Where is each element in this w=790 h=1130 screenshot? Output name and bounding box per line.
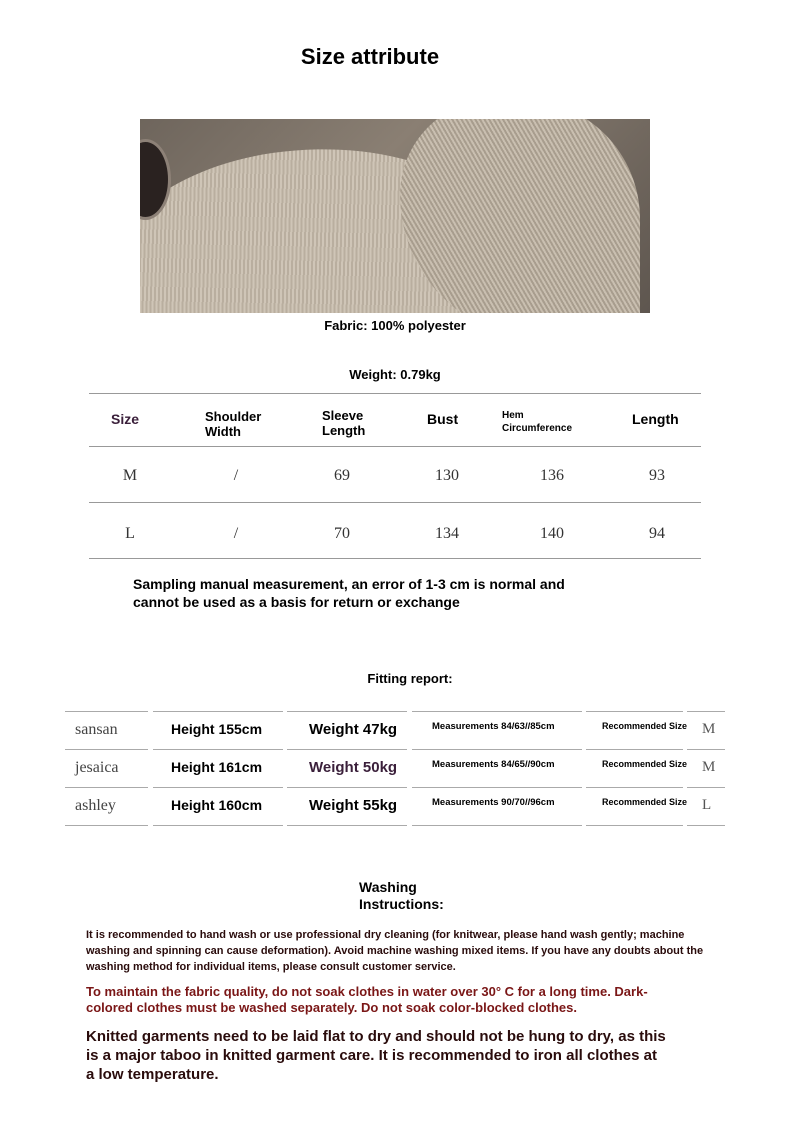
fitting-height: Height 161cm [171,759,263,775]
header-size: Size [111,411,140,427]
cell: L [125,525,135,542]
fitting-height: Height 155cm [171,721,263,737]
fitting-measurements: Measurements 84/65//90cm [432,759,555,770]
fitting-size: L [702,797,712,813]
cell: M [122,467,138,484]
row-divider [586,749,683,750]
row-divider [153,825,283,826]
cell: 130 [435,467,459,484]
row-divider [412,749,582,750]
cell: 70 [334,525,350,542]
fitting-size: M [702,759,716,775]
row-divider [412,787,582,788]
washing-paragraph-2: To maintain the fabric quality, do not soak clothes in water over 30° C for a long time. Dark-colored clothes must be washed separately. Do not soak color-blocked clothes. [86,984,648,1015]
fitting-name: ashley [75,797,116,814]
cell: 94 [649,525,665,542]
fabric-label: Fabric: 100% polyester [324,318,466,333]
cell: 134 [435,525,459,542]
row-divider [412,711,582,712]
washing-paragraph-3: Knitted garments need to be laid flat to dry and should not be hung to dry, as this is a major taboo in knitted garment care. It is recommended to iron all clothes at a low temperature. [86,1028,666,1083]
row-divider [65,749,148,750]
header-sleeve: Sleeve Length [322,408,366,438]
row-divider [287,711,407,712]
fitting-weight: Weight 50kg [309,759,398,776]
header-length: Length [632,411,679,427]
weight-label: Weight: 0.79kg [349,367,441,382]
row-divider [586,825,683,826]
header-bust: Bust [427,411,459,427]
page-title: Size attribute [300,44,440,69]
row-divider [287,749,407,750]
row-divider [287,787,407,788]
row-divider [687,749,725,750]
header-shoulder: Shoulder Width [205,409,262,439]
row-divider [412,825,582,826]
measurement-note: Sampling manual measurement, an error of 1-3 cm is normal and cannot be used as a basis for return or exchange [133,576,565,610]
fitting-weight: Weight 55kg [309,797,398,814]
fitting-title: Fitting report: [367,671,453,686]
cell: 140 [540,525,564,542]
header-hem: Hem Circumference [502,410,573,434]
row-divider [153,787,283,788]
row-divider [153,749,283,750]
washing-title: Washing Instructions: [359,879,444,912]
row-divider [65,787,148,788]
row-divider [687,825,725,826]
row-divider [287,825,407,826]
fitting-size: M [702,721,716,737]
fitting-name: sansan [75,721,118,738]
cell: 93 [649,467,665,484]
fitting-recommended-label: Recommended Size [602,721,688,731]
washing-paragraph-1: It is recommended to hand wash or use professional dry cleaning (for knitwear, please hand wash gently; machine washing and spinning can cause deformation). Avoid machine washing mixed items. If you have any doubts about the washing method for individual items, please consult customer service. [86,929,704,973]
row-divider [153,711,283,712]
fitting-weight: Weight 47kg [309,721,398,738]
row-divider [687,787,725,788]
cell: 136 [540,467,564,484]
fitting-measurements: Measurements 84/63//85cm [432,721,555,732]
fitting-measurements: Measurements 90/70//96cm [432,797,555,808]
cell: 69 [334,467,350,484]
fitting-height: Height 160cm [171,797,263,813]
row-divider [586,787,683,788]
row-divider [687,711,725,712]
row-divider [65,711,148,712]
row-divider [65,825,148,826]
cell: / [233,467,239,484]
fabric-photo [140,119,650,313]
fitting-name: jesaica [75,759,119,776]
fitting-recommended-label: Recommended Size [602,797,688,807]
row-divider [586,711,683,712]
cell: / [233,525,239,542]
fitting-recommended-label: Recommended Size [602,759,688,769]
